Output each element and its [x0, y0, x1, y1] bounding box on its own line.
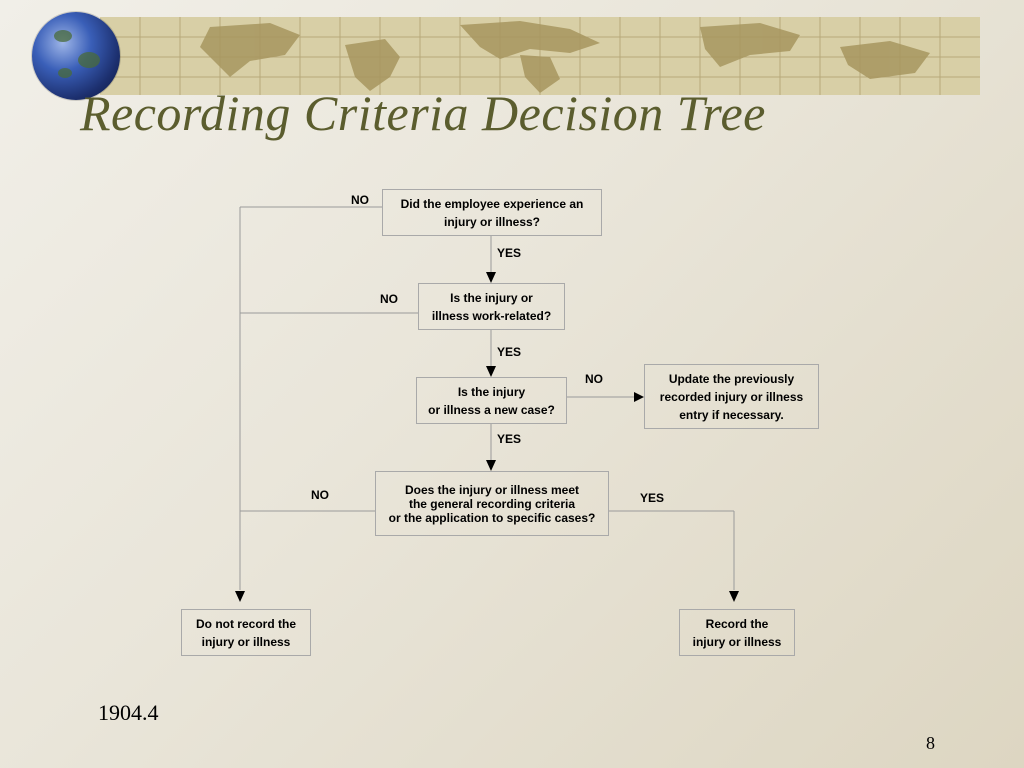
label-no-q4: NO [311, 488, 329, 502]
outcome-record [679, 609, 795, 656]
box-text: injury or illness [692, 634, 782, 649]
section-reference: 1904.4 [98, 700, 159, 725]
box-text: Did the employee experience an [400, 196, 584, 211]
page-number: 8 [926, 733, 935, 753]
box-text: entry if necessary. [679, 407, 784, 422]
box-text: illness work-related? [431, 308, 552, 323]
question-recording-criteria [375, 471, 609, 536]
arrow-to-no-record [235, 591, 245, 602]
box-text: the general recording criteria [408, 496, 576, 511]
question-new-case [416, 377, 567, 424]
box-text: Do not record the [195, 616, 296, 631]
box-text: Does the injury or illness meet [404, 482, 580, 497]
box-text: Is the injury [457, 384, 526, 399]
arrow-to-record [729, 591, 739, 602]
label-no-q2: NO [380, 292, 398, 306]
arrow-to-q2 [486, 272, 496, 283]
label-yes-q4: YES [640, 491, 665, 505]
label-no-q3: NO [585, 372, 603, 386]
box-text: or the application to specific cases? [388, 510, 596, 525]
question-injury-or-illness [382, 189, 602, 236]
question-work-related [418, 283, 565, 330]
update-previous-entry [644, 364, 819, 429]
label-yes-q3: YES [497, 432, 522, 446]
box-text: Update the previously [668, 371, 795, 386]
arrow-to-q3 [486, 366, 496, 377]
box-text: injury or illness [201, 634, 291, 649]
box-text: recorded injury or illness [659, 389, 804, 404]
label-no-q1: NO [351, 193, 369, 207]
page-title: Recording Criteria Decision Tree [80, 85, 766, 141]
arrow-to-q4 [486, 460, 496, 471]
label-yes-q1: YES [497, 246, 522, 260]
arrow-to-update [634, 392, 644, 402]
label-yes-q2: YES [497, 345, 522, 359]
box-text: Is the injury or [450, 290, 533, 305]
box-text: injury or illness? [443, 214, 541, 229]
outcome-do-not-record [181, 609, 311, 656]
box-text: or illness a new case? [428, 402, 555, 417]
box-text: Record the [705, 616, 769, 631]
